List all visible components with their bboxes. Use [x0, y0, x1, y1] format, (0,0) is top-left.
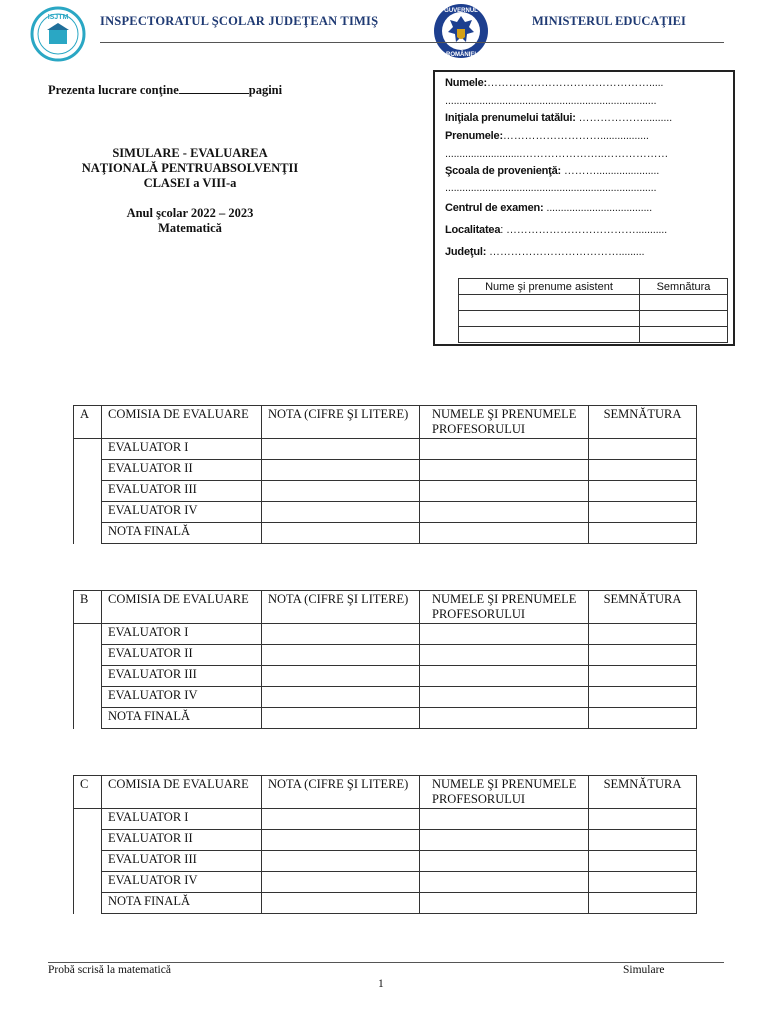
header-nota: NOTA (CIFRE ŞI LITERE) [262, 776, 420, 809]
nota-cell[interactable] [262, 523, 420, 544]
scoala-label: Şcoala de provenienţă: [445, 165, 562, 177]
semnatura-cell[interactable] [589, 851, 697, 872]
header-comisia: COMISIA DE EVALUARE [102, 406, 262, 439]
header-numele: NUMELE ŞI PRENUMELE PROFESORULUI [420, 776, 589, 809]
footer-right-text: Simulare [623, 964, 665, 976]
inspectorat-title: INSPECTORATUL ŞCOLAR JUDEŢEAN TIMIŞ [100, 14, 379, 28]
profesor-cell[interactable] [420, 439, 589, 460]
initiala-field[interactable] [445, 112, 672, 124]
nume-field-line2[interactable] [445, 95, 656, 107]
centru-field[interactable] [445, 202, 652, 214]
isj-logo-text: ISJTM [47, 14, 69, 21]
nota-cell[interactable] [262, 893, 420, 914]
prenume-field[interactable] [445, 130, 649, 142]
semnatura-cell[interactable] [589, 830, 697, 851]
header-comisia: COMISIA DE EVALUARE [102, 591, 262, 624]
nota-cell[interactable] [262, 872, 420, 893]
table-row: EVALUATOR I [102, 624, 262, 645]
prenume-dots2: ...........................…………………..……………… [445, 148, 669, 160]
nota-cell[interactable] [262, 439, 420, 460]
table-row: EVALUATOR III [102, 666, 262, 687]
initiala-label: Iniţiala prenumelui tatălui: [445, 112, 576, 124]
semnatura-cell[interactable] [589, 708, 697, 729]
profesor-cell[interactable] [420, 893, 589, 914]
nota-cell[interactable] [262, 830, 420, 851]
semnatura-cell[interactable] [589, 666, 697, 687]
evaluation-table-c [73, 775, 697, 914]
profesor-cell[interactable] [420, 872, 589, 893]
footer-divider [48, 962, 724, 963]
profesor-cell[interactable] [420, 666, 589, 687]
evaluation-table-b [73, 590, 697, 729]
header-numele: NUMELE ŞI PRENUMELE PROFESORULUI [420, 406, 589, 439]
centru-dots: ..................................... [543, 202, 653, 214]
semnatura-cell[interactable] [589, 893, 697, 914]
table-row: EVALUATOR I [102, 439, 262, 460]
nume-field[interactable] [445, 77, 663, 89]
profesor-cell[interactable] [420, 809, 589, 830]
profesor-cell[interactable] [420, 502, 589, 523]
assist-sign-cell[interactable] [640, 311, 728, 327]
profesor-cell[interactable] [420, 624, 589, 645]
scoala-dots2: .......................................................................... [445, 182, 657, 194]
profesor-cell[interactable] [420, 523, 589, 544]
pages-suffix: pagini [248, 83, 283, 97]
exam-title-line3: CLASEI a VIII-a [143, 176, 237, 190]
nota-cell[interactable] [262, 687, 420, 708]
nota-cell[interactable] [262, 645, 420, 666]
scoala-dots: ………...................... [561, 165, 660, 177]
assist-name-cell[interactable] [459, 295, 640, 311]
pages-prefix: Prezenta lucrare conţine [48, 83, 179, 97]
header-semnatura: SEMNĂTURA [589, 591, 697, 624]
profesor-cell[interactable] [420, 687, 589, 708]
semnatura-cell[interactable] [589, 624, 697, 645]
gov-logo-text-top: GUVERNUL [444, 8, 478, 14]
pages-count-line [48, 83, 282, 98]
isj-timis-logo [30, 6, 86, 62]
table-letter: A [74, 406, 102, 439]
assist-header-sign: Semnătura [640, 279, 728, 295]
semnatura-cell[interactable] [589, 687, 697, 708]
nota-cell[interactable] [262, 851, 420, 872]
header-nota: NOTA (CIFRE ŞI LITERE) [262, 591, 420, 624]
prenume-dots: ………………………................. [502, 130, 649, 142]
assist-header-name: Nume şi prenume asistent [459, 279, 640, 295]
semnatura-cell[interactable] [589, 460, 697, 481]
nota-cell[interactable] [262, 666, 420, 687]
table-row: NOTA FINALĂ [102, 708, 262, 729]
localitate-label: Localitatea [445, 224, 501, 236]
profesor-cell[interactable] [420, 851, 589, 872]
nota-cell[interactable] [262, 809, 420, 830]
footer-left-text: Probă scrisă la matematică [48, 964, 171, 976]
table-row: EVALUATOR I [102, 809, 262, 830]
judet-field[interactable] [445, 246, 644, 258]
nota-cell[interactable] [262, 481, 420, 502]
scoala-field-line2[interactable] [445, 182, 656, 194]
table-row: EVALUATOR IV [102, 872, 262, 893]
profesor-cell[interactable] [420, 481, 589, 502]
minister-title: MINISTERUL EDUCAŢIEI [532, 14, 686, 28]
table-row: EVALUATOR III [102, 851, 262, 872]
judet-dots: ………………………………......... [486, 246, 645, 258]
school-year: Anul şcolar 2022 – 2023 [126, 206, 254, 220]
judet-label: Judeţul: [445, 246, 487, 258]
semnatura-cell[interactable] [589, 481, 697, 502]
assistant-table [458, 278, 728, 343]
profesor-cell[interactable] [420, 645, 589, 666]
nota-cell[interactable] [262, 460, 420, 481]
prenume-label: Prenumele: [445, 130, 503, 142]
header-comisia: COMISIA DE EVALUARE [102, 776, 262, 809]
nota-cell[interactable] [262, 624, 420, 645]
exam-title-line1: SIMULARE - EVALUAREA [112, 146, 268, 160]
table-row: EVALUATOR IV [102, 687, 262, 708]
semnatura-cell[interactable] [589, 439, 697, 460]
exam-year-subject [40, 206, 340, 236]
profesor-cell[interactable] [420, 830, 589, 851]
nume-dots: ………………………………………..... [487, 77, 664, 89]
nume-dots2: .......................................................................... [445, 95, 657, 107]
exam-title [40, 146, 340, 191]
table-letter: B [74, 591, 102, 624]
nota-cell[interactable] [262, 708, 420, 729]
pages-blank-field[interactable] [179, 83, 249, 94]
centru-label: Centrul de examen: [445, 202, 544, 214]
scoala-field[interactable] [445, 165, 659, 177]
semnatura-cell[interactable] [589, 523, 697, 544]
localitate-field[interactable] [445, 224, 667, 236]
gov-logo-text-bottom: ROMÂNIEI [446, 52, 476, 58]
table-row: EVALUATOR II [102, 830, 262, 851]
assist-name-cell[interactable] [459, 327, 640, 343]
prenume-field-line2[interactable] [445, 148, 668, 160]
initiala-dots: ……………….......... [575, 112, 672, 124]
subject: Matematică [158, 221, 222, 235]
header-divider [100, 42, 724, 43]
localitate-dots: : ………………………………........... [500, 224, 667, 236]
semnatura-cell[interactable] [589, 645, 697, 666]
header-numele: NUMELE ŞI PRENUMELE PROFESORULUI [420, 591, 589, 624]
table-row: NOTA FINALĂ [102, 523, 262, 544]
table-row: EVALUATOR II [102, 460, 262, 481]
semnatura-cell[interactable] [589, 809, 697, 830]
profesor-cell[interactable] [420, 708, 589, 729]
table-letter: C [74, 776, 102, 809]
assist-sign-cell[interactable] [640, 327, 728, 343]
semnatura-cell[interactable] [589, 872, 697, 893]
profesor-cell[interactable] [420, 460, 589, 481]
evaluation-table-a [73, 405, 697, 544]
table-row: NOTA FINALĂ [102, 893, 262, 914]
guvernul-romaniei-logo [432, 2, 490, 60]
exam-title-line2: NAŢIONALĂ PENTRUABSOLVENŢII [81, 161, 299, 175]
semnatura-cell[interactable] [589, 502, 697, 523]
header-nota: NOTA (CIFRE ŞI LITERE) [262, 406, 420, 439]
nume-label: Numele: [445, 77, 487, 89]
table-row: EVALUATOR III [102, 481, 262, 502]
candidate-info-box [433, 70, 735, 346]
table-row: EVALUATOR IV [102, 502, 262, 523]
page-number: 1 [378, 978, 384, 990]
header-semnatura: SEMNĂTURA [589, 776, 697, 809]
assist-name-cell[interactable] [459, 311, 640, 327]
header-semnatura: SEMNĂTURA [589, 406, 697, 439]
nota-cell[interactable] [262, 502, 420, 523]
assist-sign-cell[interactable] [640, 295, 728, 311]
table-row: EVALUATOR II [102, 645, 262, 666]
